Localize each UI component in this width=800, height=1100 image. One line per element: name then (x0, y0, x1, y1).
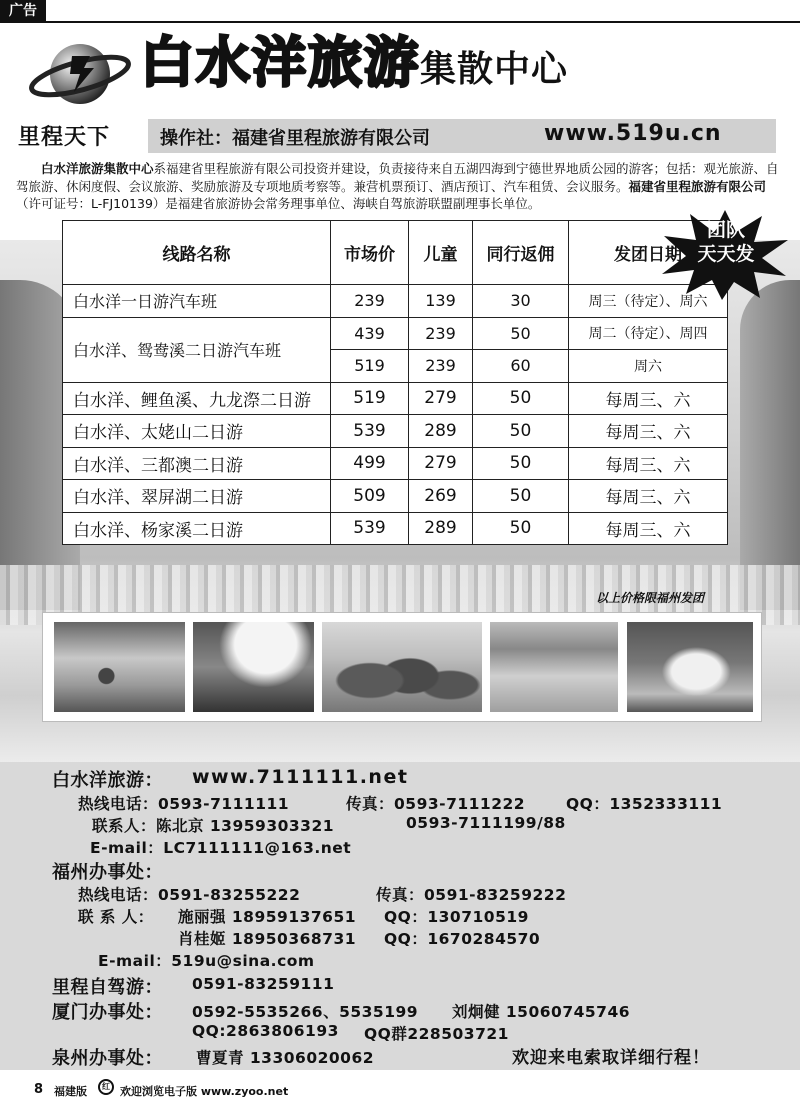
market-price: 539 (331, 512, 409, 545)
commission: 50 (473, 415, 569, 448)
sd-phone: 0591-83259111 (192, 975, 335, 993)
photo-rock-peaks (322, 622, 482, 712)
departure-dates: 每周三、六 (569, 512, 728, 545)
intro-lead: 白水洋旅游集散中心 (41, 161, 154, 176)
page-number: 8 (34, 1082, 44, 1097)
market-price: 439 (331, 317, 409, 350)
child-price: 239 (409, 317, 473, 350)
market-price: 519 (331, 382, 409, 415)
table-row (63, 382, 728, 415)
bsy-url[interactable]: www.7111111.net (192, 766, 409, 788)
ad-tag: 广告 (0, 0, 46, 22)
commission: 50 (473, 382, 569, 415)
market-price: 239 (331, 285, 409, 318)
badge-line2: 天天发 (697, 243, 755, 265)
table-row (63, 480, 728, 513)
intro-paragraph (16, 160, 784, 213)
page-footer (0, 1074, 800, 1100)
qz-label: 泉州办事处： (52, 1048, 163, 1069)
col-market-price: 市场价 (331, 221, 409, 285)
title-main: 白水洋旅游 (140, 31, 420, 94)
child-price: 289 (409, 512, 473, 545)
intro-part1: 系福建省里程旅游有限公司投资并建设，负责接待来自五湖四海到宁德世界地质公园的游客；包括：观光旅游、自驾旅游、休闲度假、会议旅游、奖励旅游及专项地质考察等。兼营机票预订、酒店预订、汽车租赁、会议服务。 (16, 161, 779, 194)
commission: 50 (473, 317, 569, 350)
col-commission: 同行返佣 (473, 221, 569, 285)
departure-dates: 每周三、六 (569, 415, 728, 448)
route-name: 白水洋、三都澳二日游 (63, 447, 331, 480)
globe-logo-icon (28, 34, 132, 114)
photo-misty-mountain (193, 622, 314, 712)
badge-text (676, 218, 776, 266)
route-name: 白水洋、杨家溪二日游 (63, 512, 331, 545)
child-price: 139 (409, 285, 473, 318)
table-header-row (63, 221, 728, 285)
table-row (63, 317, 728, 350)
fz-email[interactable]: E-mail：519u@sina.com (98, 952, 315, 970)
publication-logo-icon: 红 (98, 1079, 114, 1095)
top-rule (0, 21, 800, 23)
edition-label: 福建版 (54, 1085, 87, 1098)
xm-label: 厦门办事处： (52, 1002, 163, 1023)
welcome-text: 欢迎来电索取详细行程！ (512, 1048, 710, 1068)
operator-url[interactable]: www.519u.cn (544, 121, 722, 146)
fz-hotline: 热线电话：0591-83255222 (78, 886, 301, 904)
table-row (63, 285, 728, 318)
photo-fishing-bay (490, 622, 618, 712)
route-name: 白水洋、翠屏湖二日游 (63, 480, 331, 513)
qz-person: 曹夏青 13306020062 (196, 1049, 375, 1067)
hill-right (740, 280, 800, 610)
table-row (63, 415, 728, 448)
bsy-fax: 传真：0593-7111222 (346, 795, 526, 813)
bsy-hotline: 热线电话：0593-7111111 (78, 795, 290, 813)
photo-waterfall-bathers (54, 622, 185, 712)
child-price: 269 (409, 480, 473, 513)
operator-name: 操作社：福建省里程旅游有限公司 (160, 128, 430, 149)
market-price: 509 (331, 480, 409, 513)
child-price: 239 (409, 350, 473, 383)
route-name: 白水洋、鲤鱼溪、九龙漈二日游 (63, 382, 331, 415)
commission: 50 (473, 512, 569, 545)
col-departure-dates: 发团日期 (569, 221, 728, 285)
fz-person-label: 联 系 人： (78, 908, 154, 926)
market-price: 539 (331, 415, 409, 448)
fz-label: 福州办事处： (52, 862, 163, 883)
xm-phone: 0592-5535266、5535199 (192, 1003, 419, 1021)
departure-dates: 每周三、六 (569, 480, 728, 513)
photo-waterfall (627, 622, 753, 712)
sd-label: 里程自驾游： (52, 977, 163, 998)
title-suffix: 集散中心 (420, 49, 569, 90)
table-row (63, 512, 728, 545)
commission: 60 (473, 350, 569, 383)
main-title (140, 30, 568, 103)
fz-person2: 肖桂姬 18950368731 (178, 930, 357, 948)
bsy-label: 白水洋旅游： (52, 770, 163, 791)
col-child-price: 儿童 (409, 221, 473, 285)
badge-line1: 团队 (706, 219, 745, 241)
price-note: 以上价格限福州发团 (596, 591, 705, 605)
route-name: 白水洋、太姥山二日游 (63, 415, 331, 448)
departure-dates: 周三（待定）、周六 (569, 285, 728, 318)
xm-qq: QQ:2863806193 (192, 1022, 339, 1040)
bsy-phone2: 0593-7111199/88 (406, 814, 566, 832)
departure-dates: 每周三、六 (569, 382, 728, 415)
fz-qq1: QQ：130710519 (384, 908, 529, 926)
bsy-person: 联系人：陈北京 13959303321 (92, 817, 335, 835)
fz-qq2: QQ：1670284570 (384, 930, 541, 948)
col-route-name: 线路名称 (63, 221, 331, 285)
commission: 30 (473, 285, 569, 318)
commission: 50 (473, 447, 569, 480)
commission: 50 (473, 480, 569, 513)
intro-company: 福建省里程旅游有限公司 (628, 178, 767, 194)
bsy-qq: QQ：1352333111 (566, 795, 723, 813)
market-price: 499 (331, 447, 409, 480)
departure-dates: 每周三、六 (569, 447, 728, 480)
child-price: 279 (409, 382, 473, 415)
routes-table (62, 220, 728, 545)
footer-website[interactable]: 欢迎浏览电子版 www.zyoo.net (120, 1085, 289, 1098)
child-price: 279 (409, 447, 473, 480)
bsy-email[interactable]: E-mail：LC7111111@163.net (90, 839, 352, 857)
route-name: 白水洋、鸳鸯溪二日游汽车班 (63, 317, 331, 382)
brand-script: 里程天下 (18, 124, 111, 150)
route-name: 白水洋一日游汽车班 (63, 285, 331, 318)
xm-qqgroup: QQ群228503721 (364, 1025, 509, 1043)
departure-dates: 周六 (569, 350, 728, 383)
fz-person1: 施丽强 18959137651 (178, 908, 357, 926)
table-row (63, 447, 728, 480)
departure-dates: 周二（待定）、周四 (569, 317, 728, 350)
fz-fax: 传真：0591-83259222 (376, 886, 567, 904)
intro-part2: （许可证号：L-FJ10139）是福建省旅游协会常务理事单位、海峡自驾旅游联盟副理事长单位。 (16, 196, 541, 211)
xm-person: 刘炯健 15060745746 (452, 1003, 631, 1021)
market-price: 519 (331, 350, 409, 383)
child-price: 289 (409, 415, 473, 448)
